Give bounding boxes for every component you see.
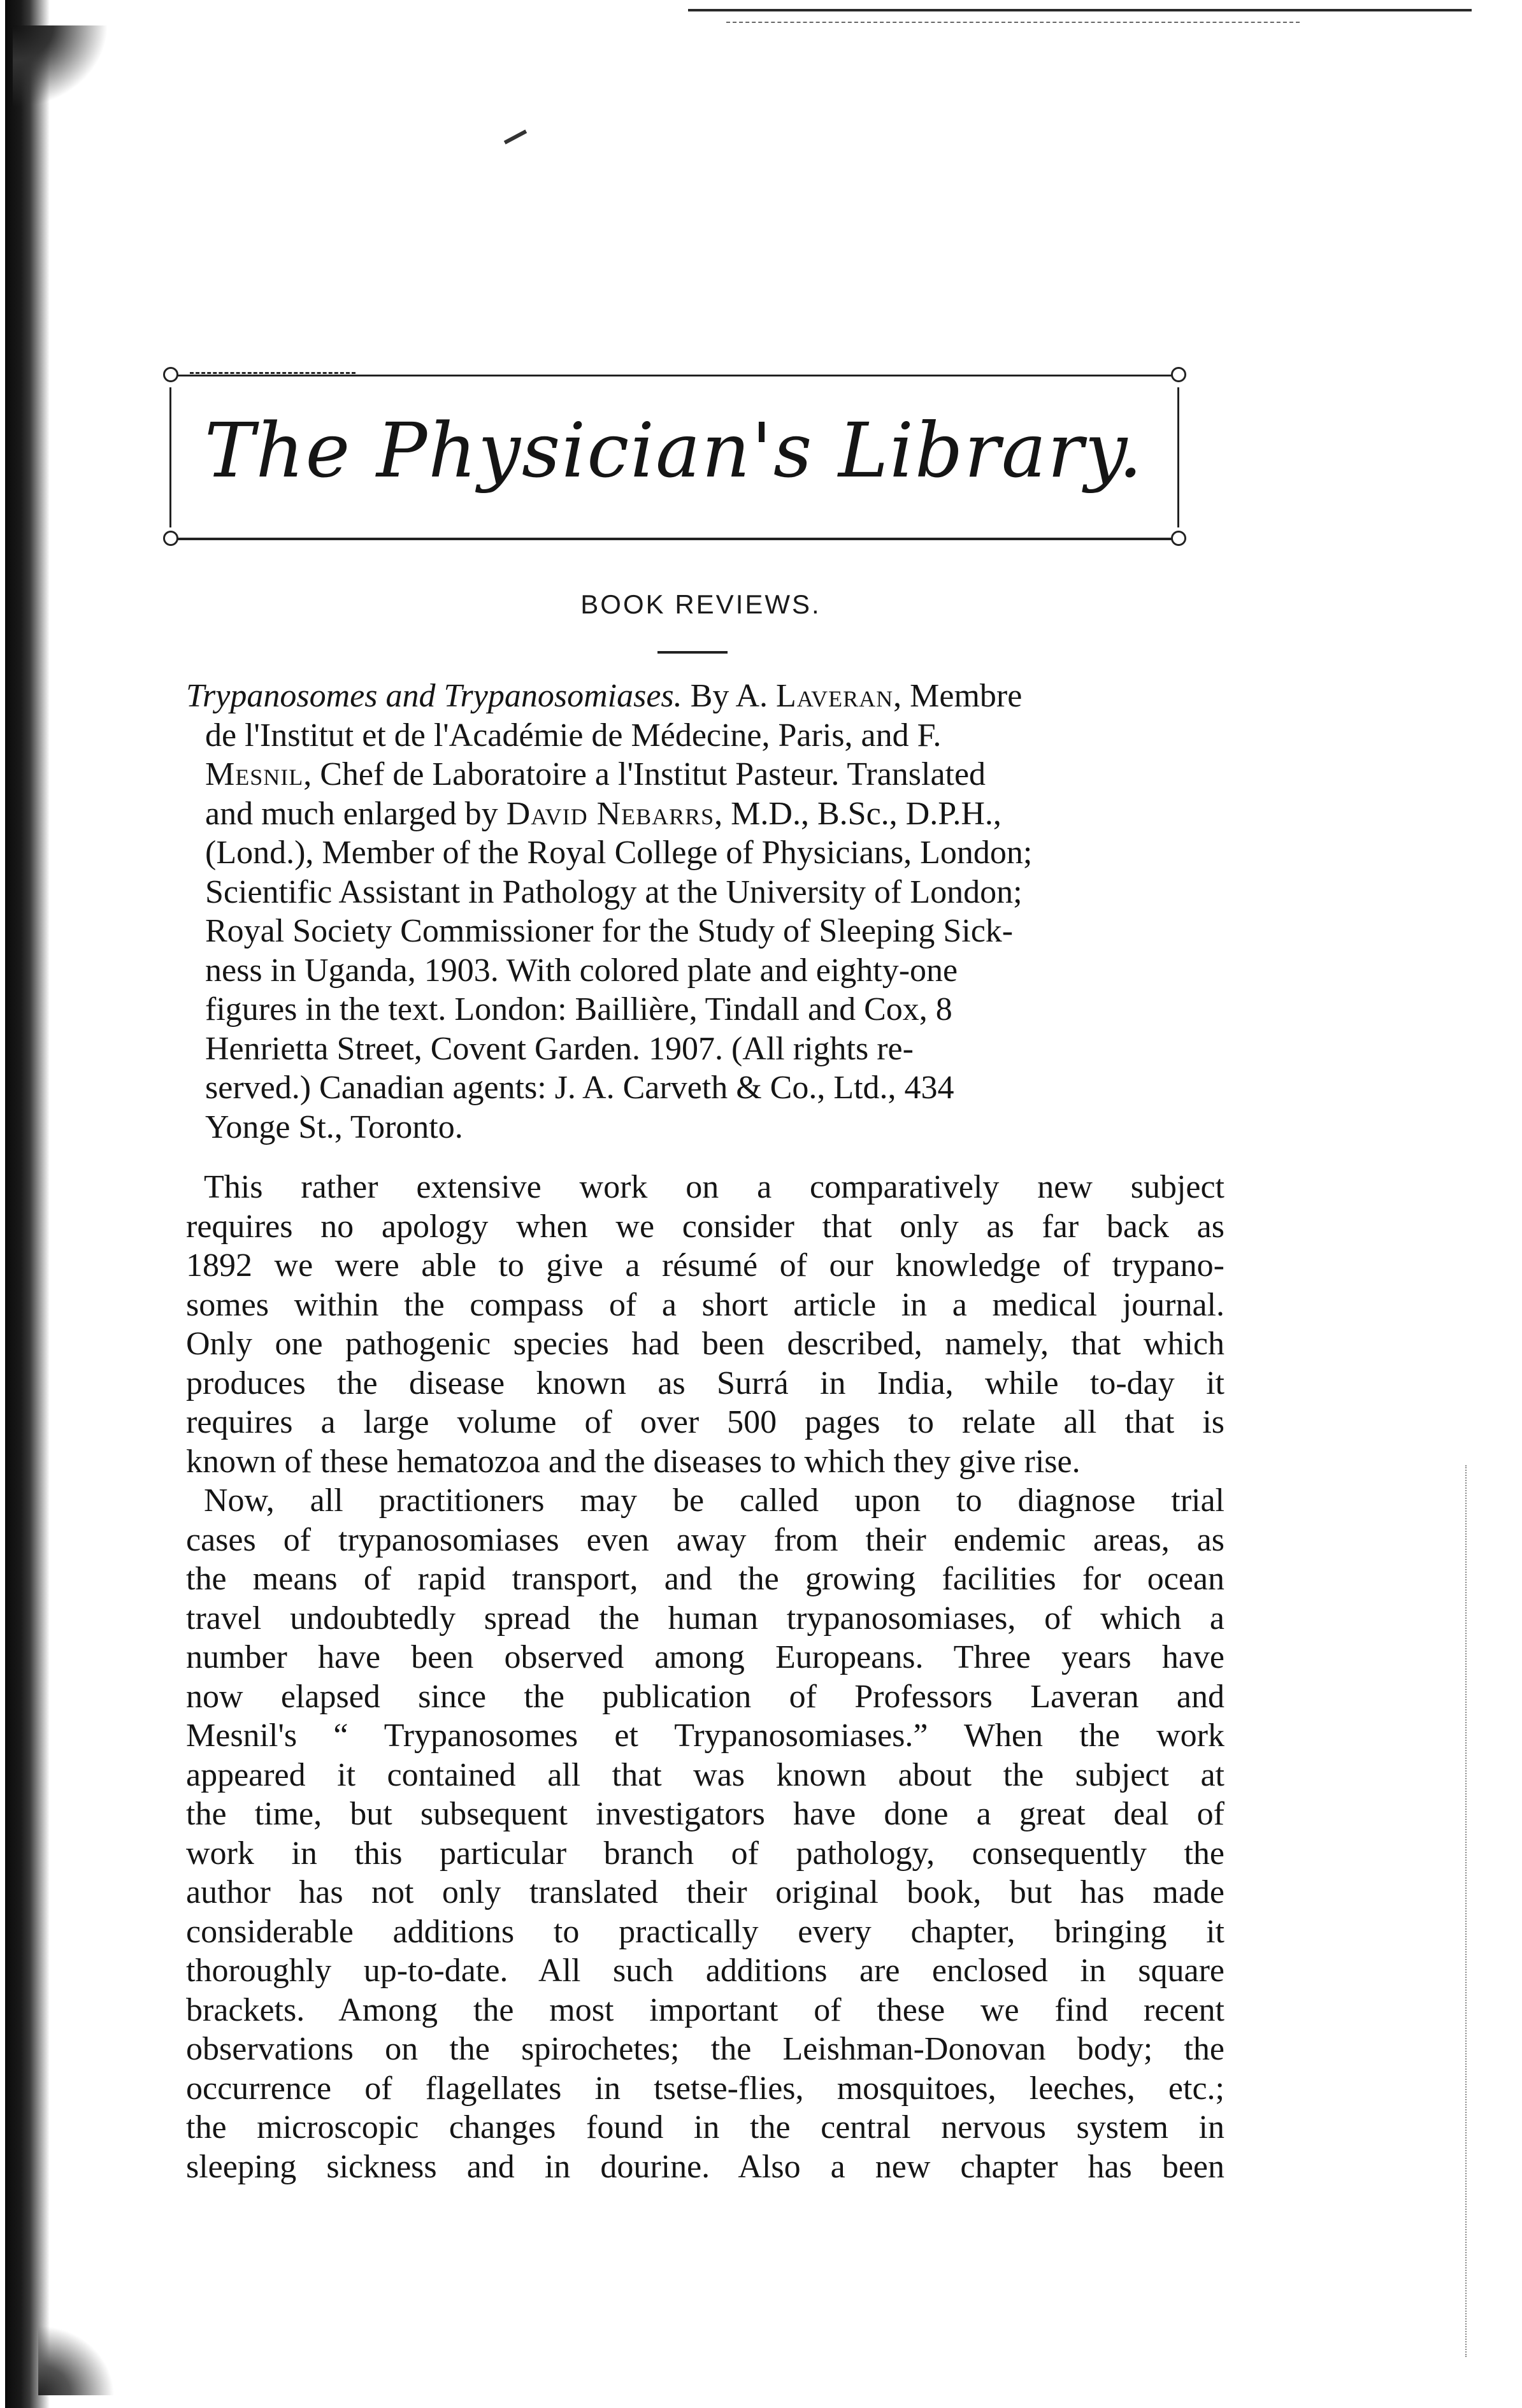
masthead-title: The Physician's Library.	[204, 406, 1144, 494]
citation-text: Yonge St., Toronto.	[205, 1108, 463, 1145]
citation-text: , Chef de Laboratoire a l'Institut Pasteur. Translated	[303, 756, 986, 792]
citation-text: By A.	[682, 678, 777, 714]
paragraph-line: number have been observed among Europeans. Three years have	[186, 1639, 1224, 1675]
citation-line	[186, 912, 1224, 951]
paragraph-line: travel undoubtedly spread the human trypanosomiases, of which a	[186, 1600, 1224, 1637]
paragraph-line: 1892 we were able to give a résumé of our knowledge of trypano-	[186, 1247, 1224, 1284]
paragraph-line: thoroughly up-to-date. All such additions are enclosed in square	[186, 1953, 1224, 1989]
masthead-frame	[164, 375, 1184, 545]
paragraph-line: observations on the spirochetes; the Leishman-Donovan body; the	[186, 2031, 1224, 2067]
masthead-corner-ornament	[1171, 367, 1186, 382]
citation-text: served.) Canadian agents: J. A. Carveth & Co., Ltd., 434	[205, 1070, 954, 1106]
paragraph-line: requires a large volume of over 500 pages to relate all that is	[186, 1404, 1224, 1440]
paragraph-line: sleeping sickness and in dourine. Also a new chapter has been	[186, 2148, 1224, 2185]
masthead-rule-top-ornament	[190, 372, 355, 374]
citation-line	[186, 794, 1224, 834]
author-name: Mesnil	[205, 756, 304, 792]
citation-text: ness in Uganda, 1903. With colored plate and eighty-one	[205, 952, 958, 989]
book-citation	[186, 677, 1224, 1147]
masthead-rule-top	[171, 375, 1174, 376]
citation-text: Henrietta Street, Covent Garden. 1907. (All rights re-	[205, 1030, 914, 1067]
page-top-edge-dash	[726, 22, 1300, 23]
citation-line	[186, 755, 1224, 794]
review-paragraph	[186, 1168, 1224, 1481]
citation-line	[186, 677, 1224, 716]
citation-line	[186, 951, 1224, 991]
paragraph-line: work in this particular branch of pathology, consequently the	[186, 1835, 1224, 1872]
heading-rule	[657, 651, 728, 654]
paragraph-line: now elapsed since the publication of Professors Laveran and	[186, 1678, 1224, 1715]
section-heading: BOOK REVIEWS.	[580, 589, 821, 619]
paragraph-line: author has not only translated their original book, but has made	[186, 1874, 1224, 1910]
paragraph-line: considerable additions to practically every chapter, bringing it	[186, 1913, 1224, 1950]
binding-edge-shadow	[5, 0, 50, 2408]
paragraph-line: requires no apology when we consider that only as far back as	[186, 1208, 1224, 1245]
citation-line	[186, 716, 1224, 756]
masthead-corner-ornament	[1171, 531, 1186, 546]
paragraph-line: Now, all practitioners may be called upon to diagnose trial	[204, 1482, 1224, 1519]
citation-text: Scientific Assistant in Pathology at the University of London;	[205, 873, 1023, 910]
review-paragraph	[186, 1481, 1224, 2186]
stray-ink-mark	[504, 129, 527, 144]
paragraph-line: brackets. Among the most important of these we find recent	[186, 1991, 1224, 2028]
citation-text: , Membre	[893, 678, 1023, 714]
paragraph-line: appeared it contained all that was known about the subject at	[186, 1756, 1224, 1793]
author-name: Laveran	[776, 678, 894, 714]
citation-text: , M.D., B.Sc., D.P.H.,	[714, 795, 1002, 832]
paragraph-line: Only one pathogenic species had been described, namely, that which	[186, 1326, 1224, 1362]
paragraph-line: the time, but subsequent investigators have done a great deal of	[186, 1796, 1224, 1832]
citation-line	[186, 990, 1224, 1029]
paragraph-line: cases of trypanosomiases even away from their endemic areas, as	[186, 1521, 1224, 1558]
masthead-corner-ornament	[163, 367, 178, 382]
paragraph-line: somes within the compass of a short article in a medical journal.	[186, 1286, 1224, 1323]
citation-text: and much enlarged by	[205, 795, 506, 832]
paragraph-line: Mesnil's “ Trypanosomes et Trypanosomiases.” When the work	[186, 1717, 1224, 1754]
book-title: Trypanosomes and Trypanosomiases.	[186, 678, 682, 714]
scan-artifact-top	[13, 25, 108, 108]
right-edge-marks	[1465, 1465, 1492, 2357]
citation-line	[186, 1068, 1224, 1108]
citation-text: (Lond.), Member of the Royal College of Physicians, London;	[205, 835, 1033, 871]
masthead-rule-bottom	[171, 538, 1174, 540]
paragraph-line: This rather extensive work on a comparatively new subject	[204, 1169, 1224, 1205]
paragraph-line: occurrence of flagellates in tsetse-flies, mosquitoes, leeches, etc.;	[186, 2070, 1224, 2107]
citation-text: Royal Society Commissioner for the Study of Sleeping Sick-	[205, 913, 1014, 949]
citation-text: figures in the text. London: Baillière, Tindall and Cox, 8	[205, 991, 952, 1028]
page-top-edge	[688, 9, 1472, 11]
scan-artifact-bottom	[38, 2325, 115, 2395]
paragraph-line: produces the disease known as Surrá in India, while to-day it	[186, 1365, 1224, 1401]
author-name: David Nebarrs	[506, 795, 715, 832]
paragraph-line: the means of rapid transport, and the growing facilities for ocean	[186, 1561, 1224, 1597]
paragraph-line: the microscopic changes found in the central nervous system in	[186, 2109, 1224, 2146]
citation-line	[186, 833, 1224, 873]
masthead-corner-ornament	[163, 531, 178, 546]
paragraph-line: known of these hematozoa and the diseases to which they give rise.	[186, 1443, 1080, 1480]
citation-line	[186, 873, 1224, 912]
citation-line	[186, 1029, 1224, 1069]
citation-line	[186, 1108, 1224, 1147]
citation-text: de l'Institut et de l'Académie de Médecine, Paris, and F.	[205, 717, 942, 754]
review-body	[186, 1168, 1224, 2186]
